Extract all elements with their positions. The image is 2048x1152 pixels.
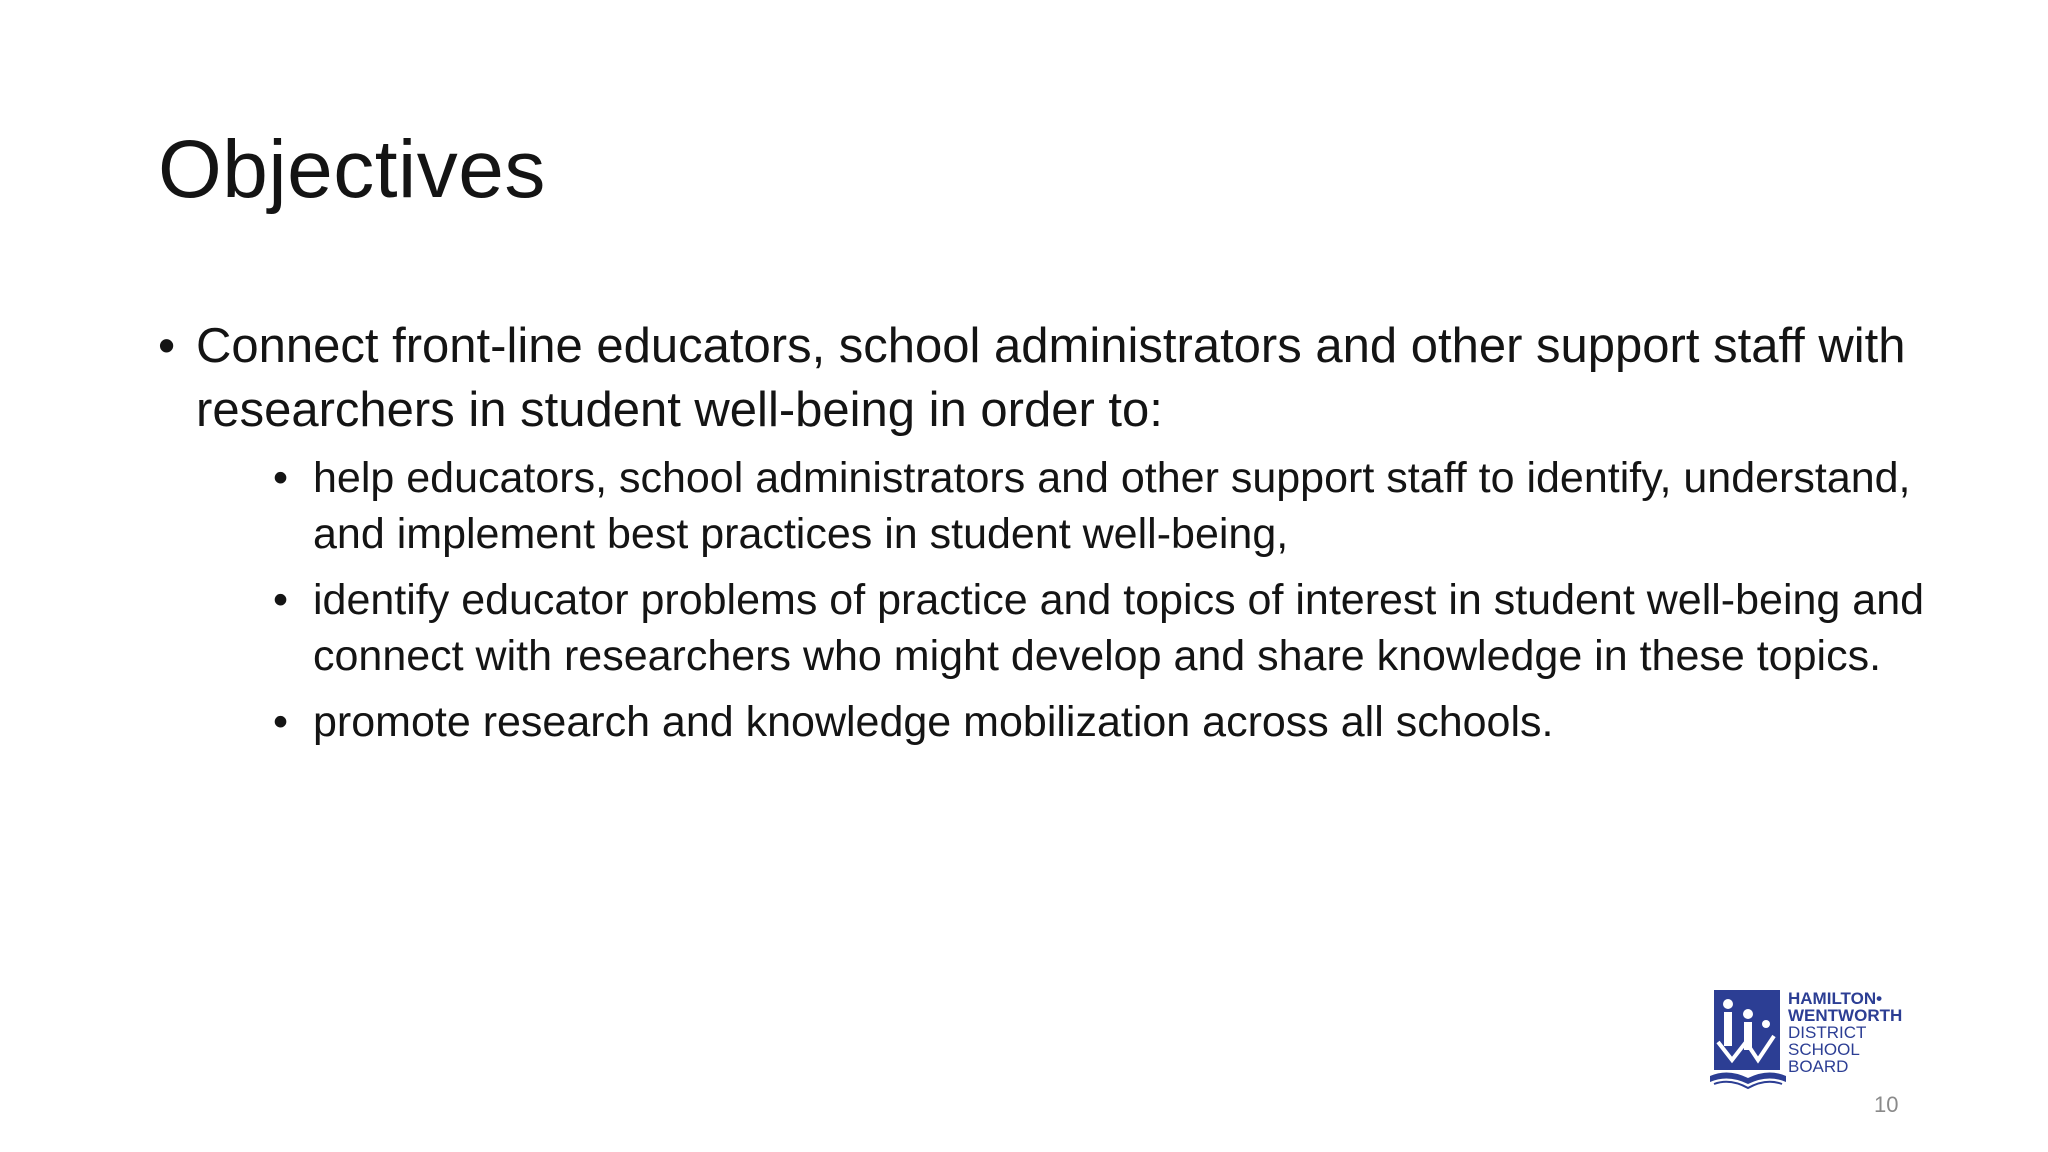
bullet-item-connect	[158, 314, 1925, 750]
sub-bullet-item	[273, 450, 1953, 562]
sub-bullet-glyph: •	[273, 576, 289, 624]
bullet-text: Connect front-line educators, school administrators and other support staff with researchers in student well-being in order to:	[196, 319, 1906, 437]
sub-bullet-text: help educators, school administrators and other support staff to identify, understand, and implement best practices in student well-being,	[313, 454, 1911, 558]
page-number: 10	[1874, 1092, 1899, 1117]
sub-bullet-text: identify educator problems of practice and topics of interest in student well-being and connect with researchers who might develop and share knowledge in these topics.	[313, 576, 1925, 680]
logo-line-1: HAMILTON•	[1788, 989, 1883, 1008]
school-board-name	[1788, 990, 1902, 1075]
logo-line-3: DISTRICT	[1788, 1023, 1867, 1042]
sub-bullet-list	[273, 450, 1925, 750]
slide-title: Objectives	[158, 124, 546, 215]
school-board-logo-icon	[1708, 984, 1788, 1096]
sub-bullet-glyph: •	[273, 454, 289, 502]
logo-line-5: BOARD	[1788, 1057, 1849, 1076]
sub-bullet-glyph: •	[273, 698, 289, 746]
sub-bullet-item	[273, 694, 1953, 750]
logo-line-2: WENTWORTH	[1788, 1006, 1903, 1025]
sub-bullet-text: promote research and knowledge mobilization across all schools.	[313, 698, 1554, 746]
school-board-logo	[1708, 984, 1928, 1108]
bullet-list	[158, 314, 1925, 760]
logo-line-4: SCHOOL	[1788, 1040, 1860, 1059]
bullet-glyph: •	[158, 319, 176, 373]
sub-bullet-item	[273, 572, 1953, 684]
